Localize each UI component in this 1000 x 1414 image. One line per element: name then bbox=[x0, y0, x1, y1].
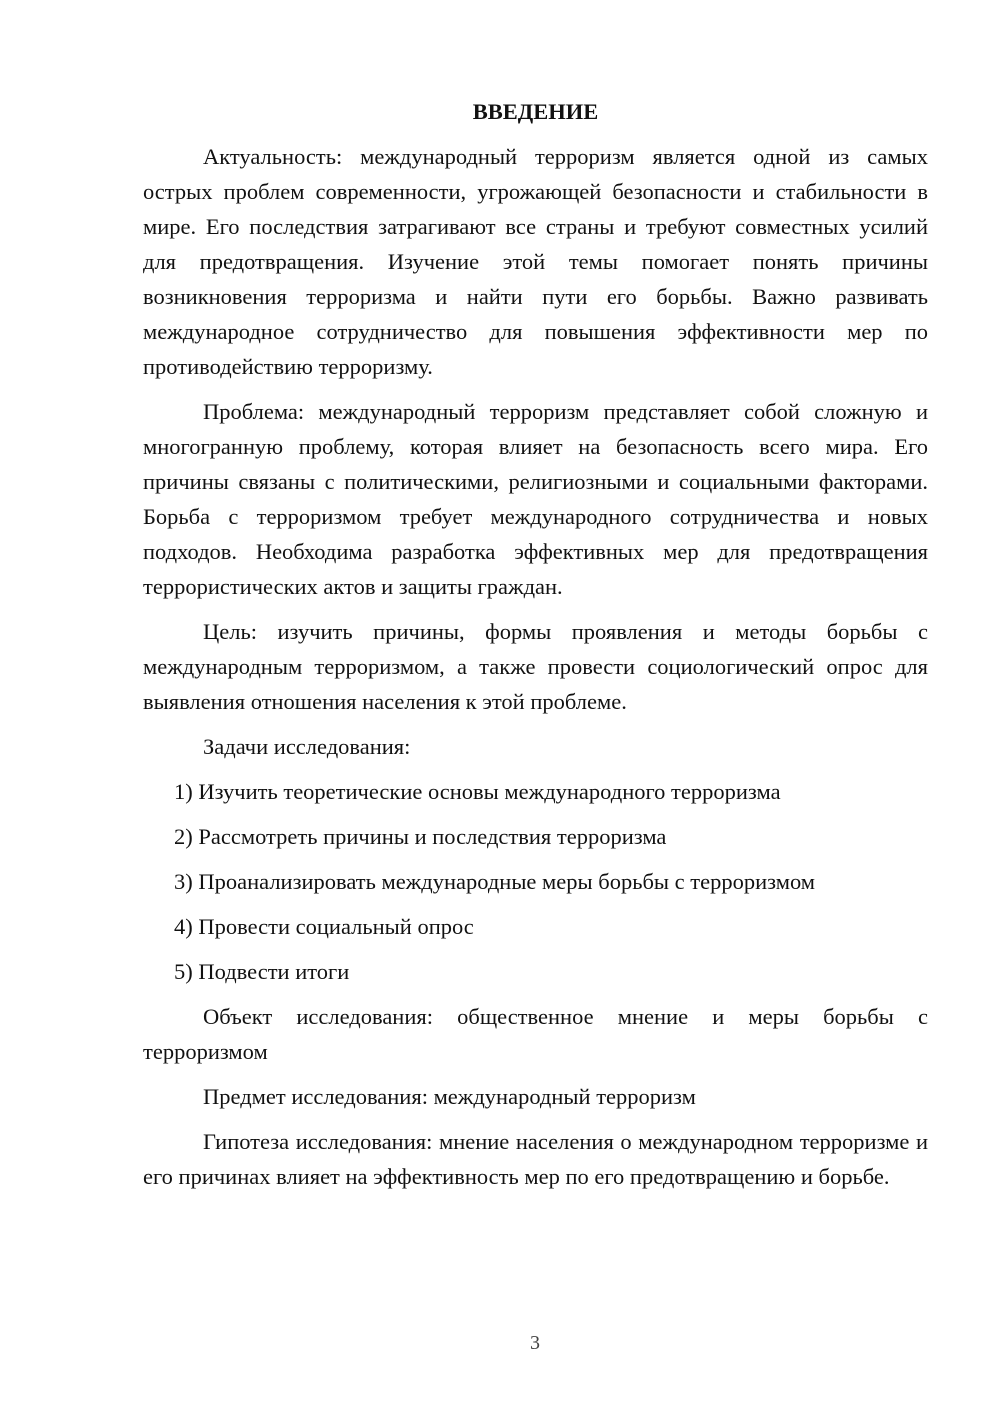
problem-paragraph: Проблема: международный терроризм представляет собой сложную и многогранную проблему, которая влияет на безопасность всего мира. Его причины связаны с политическими, религиозными и социальными факторами. Борьба с терроризмом требует международного сотрудничества и новых подходов. Необходима разработка эффективных мер для предотвращения террористических актов и защиты граждан. bbox=[143, 399, 928, 599]
task-item: 3) Проанализировать международные меры борьбы с терроризмом bbox=[174, 869, 815, 894]
relevance-paragraph: Актуальность: международный терроризм является одной из самых острых проблем современности, угрожающей безопасности и стабильности в мире. Его последствия затрагивают все страны и требуют совместных усилий для предотвращения. Изучение этой темы помогает понять причины возникновения терроризма и найти пути его борьбы. Важно развивать международное сотрудничество для повышения эффективности мер по противодействию терроризму. bbox=[143, 144, 928, 379]
subject-paragraph: Предмет исследования: международный терроризм bbox=[203, 1084, 696, 1109]
hypothesis-paragraph: Гипотеза исследования: мнение населения о международном терроризме и его причинах влияет на эффективность мер по его предотвращению и борьбе. bbox=[143, 1129, 928, 1189]
document-title: ВВЕДЕНИЕ bbox=[472, 99, 599, 124]
goal-paragraph: Цель: изучить причины, формы проявления и методы борьбы с международным терроризмом, а также провести социологический опрос для выявления отношения населения к этой проблеме. bbox=[143, 619, 928, 714]
task-item: 5) Подвести итоги bbox=[174, 959, 350, 984]
tasks-heading: Задачи исследования: bbox=[203, 734, 411, 759]
task-item: 2) Рассмотреть причины и последствия терроризма bbox=[174, 824, 667, 849]
tasks-list bbox=[143, 774, 928, 989]
document-page bbox=[143, 94, 928, 1204]
task-item: 4) Провести социальный опрос bbox=[174, 914, 474, 939]
task-item: 1) Изучить теоретические основы международного терроризма bbox=[174, 779, 781, 804]
object-paragraph: Объект исследования: общественное мнение и меры борьбы с терроризмом bbox=[143, 1004, 928, 1064]
page-number: 3 bbox=[530, 1332, 540, 1354]
